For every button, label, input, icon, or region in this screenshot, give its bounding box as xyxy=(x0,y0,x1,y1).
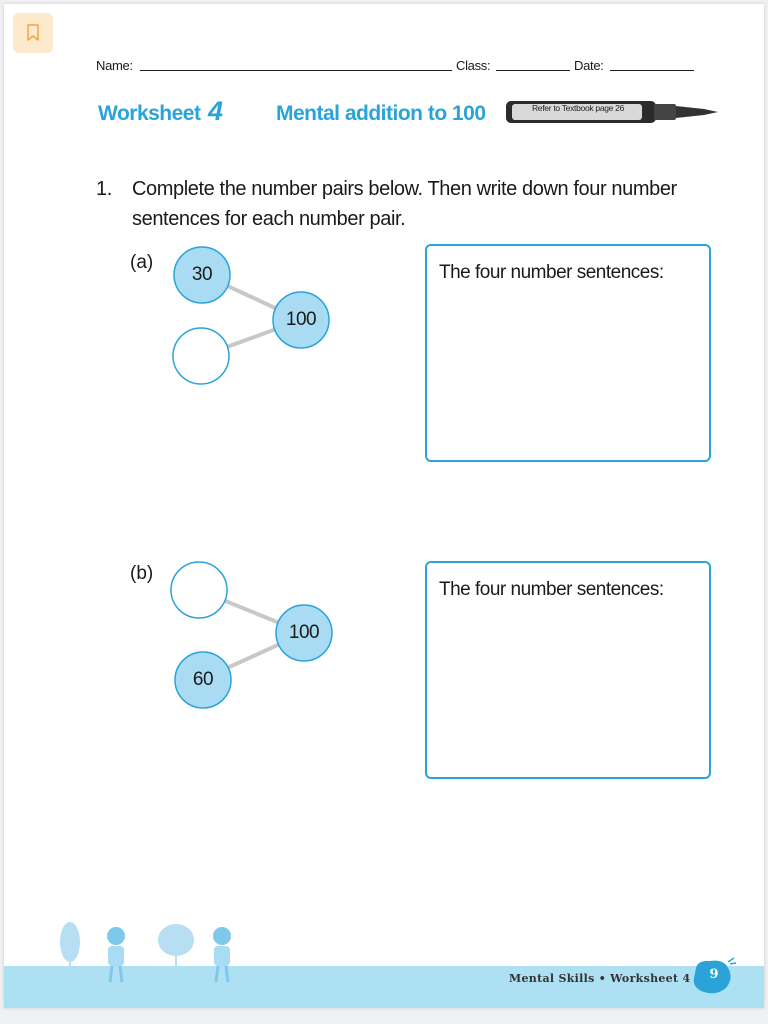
worksheet-page xyxy=(4,4,764,1008)
number-bonds-diagram xyxy=(4,4,764,1008)
question-number: 1. xyxy=(96,178,112,200)
part-b-whole-value: 100 xyxy=(288,622,320,643)
question-text: Complete the number pairs below. Then write down four number sentences for each number pair. xyxy=(132,178,677,230)
part-a-whole-value: 100 xyxy=(285,309,317,330)
worksheet-label: Worksheet xyxy=(98,102,201,125)
worksheet-topic: Mental addition to 100 xyxy=(276,102,486,125)
answer-box-b[interactable] xyxy=(425,561,711,779)
part-a-label: (a) xyxy=(130,252,154,273)
children-trees-illustration xyxy=(52,916,252,996)
class-label: Class: xyxy=(456,58,491,73)
worksheet-number: 4 xyxy=(208,96,224,126)
part-b-bottom-value: 60 xyxy=(192,669,214,690)
answer-box-a[interactable] xyxy=(425,244,711,462)
part-a-top-value: 30 xyxy=(191,264,213,285)
name-label: Name: xyxy=(96,58,133,73)
date-label: Date: xyxy=(574,58,604,73)
page-number: 9 xyxy=(709,967,719,982)
answer-box-a-label: The four number sentences: xyxy=(439,262,664,283)
bond-b-part-top xyxy=(171,562,227,618)
bond-a-part-bottom xyxy=(173,328,229,384)
answer-box-b-label: The four number sentences: xyxy=(439,579,664,600)
textbook-reference: Refer to Textbook page 26 xyxy=(531,103,625,113)
footer-book-reference: Mental Skills • Worksheet 4 xyxy=(509,972,691,985)
part-b-label: (b) xyxy=(130,563,154,584)
